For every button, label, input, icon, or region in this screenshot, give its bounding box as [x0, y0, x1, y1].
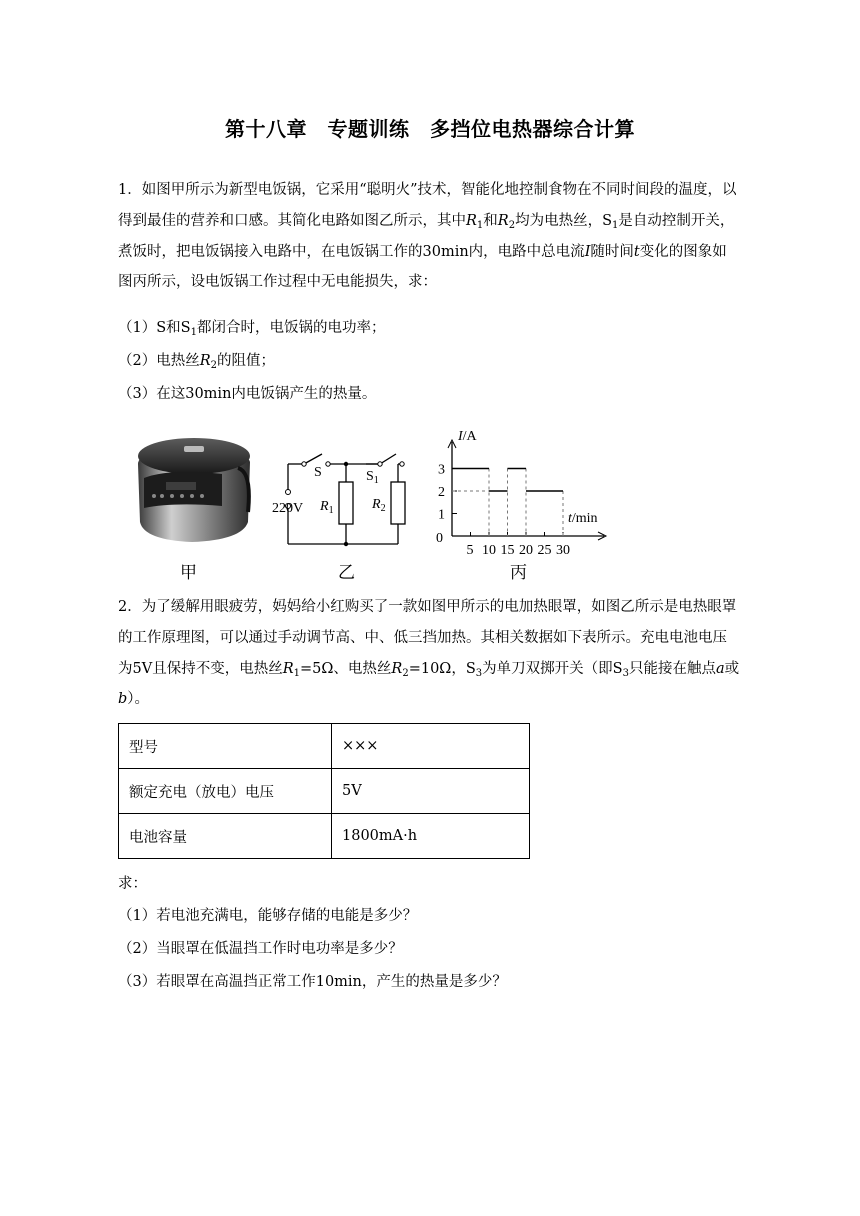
r1-label: $R_1$: [320, 499, 334, 516]
question-1-sub-3: （3）在这30min内电饭锅产生的热量。: [118, 386, 377, 402]
x-tick-label: 10: [482, 543, 496, 558]
y-tick-label: 3: [438, 462, 445, 478]
table-cell: 电池容量: [119, 814, 332, 859]
question-1-text: 1．如图甲所示为新型电饭锅，它采用“聪明火”技术，智能化地控制食物在不同时间段的温度，以得到最佳的营养和口感。其简化电路如图乙所示，其中$R_1$和$R_2$均为电热丝，$S_1$是自动控制开关，煮饭时，把电饭锅接入电路中，在电饭锅工作的30min内，电路中总电流I随时间t变化的图象如图丙所示，设电饭锅工作过程中无电能损失，求：: [118, 182, 737, 291]
question-1-sub-1: （1）S和$S_1$都闭合时，电饭锅的电功率；: [118, 320, 386, 338]
x-tick-label: 15: [500, 543, 515, 558]
table-row: [119, 814, 530, 859]
x-tick-label: 30: [556, 543, 570, 558]
table-cell: ×××: [332, 724, 530, 769]
y-tick-label: 2: [438, 485, 445, 500]
question-2-sub-3: （3）若眼罩在高温挡正常工作10min，产生的热量是多少？: [118, 974, 507, 990]
question-2-sub-2: （2）当眼罩在低温挡工作时电功率是多少？: [118, 941, 403, 957]
switch-s1-label: $S_1$: [366, 469, 379, 486]
caption-bing: 丙: [510, 563, 527, 583]
spec-table: [118, 723, 530, 859]
table-cell: 型号: [119, 724, 332, 769]
y-tick-label: 1: [438, 507, 445, 523]
question-2-sub-1: （1）若电池充满电，能够存储的电能是多少？: [118, 908, 418, 924]
question-1-sub-2: （2）电热丝$R_2$的阻值；: [118, 353, 276, 371]
table-row: [119, 724, 530, 769]
table-cell: 1800mA·h: [332, 814, 530, 859]
table-cell: 5V: [332, 769, 530, 814]
question-2-ask: 求：: [118, 876, 147, 892]
figure-row: [130, 422, 610, 582]
current-time-graph: [426, 422, 616, 562]
r2-label: $R_2$: [372, 497, 386, 514]
caption-jia: 甲: [180, 563, 197, 583]
origin-label: 0: [436, 531, 443, 546]
x-tick-label: 5: [466, 543, 474, 558]
x-tick-label: 20: [519, 543, 533, 558]
table-row: [119, 769, 530, 814]
x-tick-label: 25: [537, 543, 552, 558]
x-axis-label: t/min: [568, 511, 598, 526]
switch-s-label: S: [314, 465, 322, 480]
page-title: 第十八章 专题训练 多挡位电热器综合计算: [225, 117, 635, 141]
rice-cooker-image: [130, 422, 260, 552]
y-axis-label: I/A: [458, 429, 477, 444]
voltage-label: 220V: [272, 501, 304, 516]
circuit-diagram: [270, 422, 410, 552]
question-2-text: 2．为了缓解用眼疲劳，妈妈给小红购买了一款如图甲所示的电加热眼罩，如图乙所示是电热眼罩的工作原理图，可以通过手动调节高、中、低三挡加热。其相关数据如下表所示。充电电池电压为5V且保持不变，电热丝$R_1=5\Omega$、电热丝$R_2=10\Omega$，$S_3$为单刀双掷开关（即$S_3$只能接在触点a或b）。: [118, 599, 740, 708]
table-cell: 额定充电（放电）电压: [119, 769, 332, 814]
caption-yi: 乙: [338, 563, 355, 583]
